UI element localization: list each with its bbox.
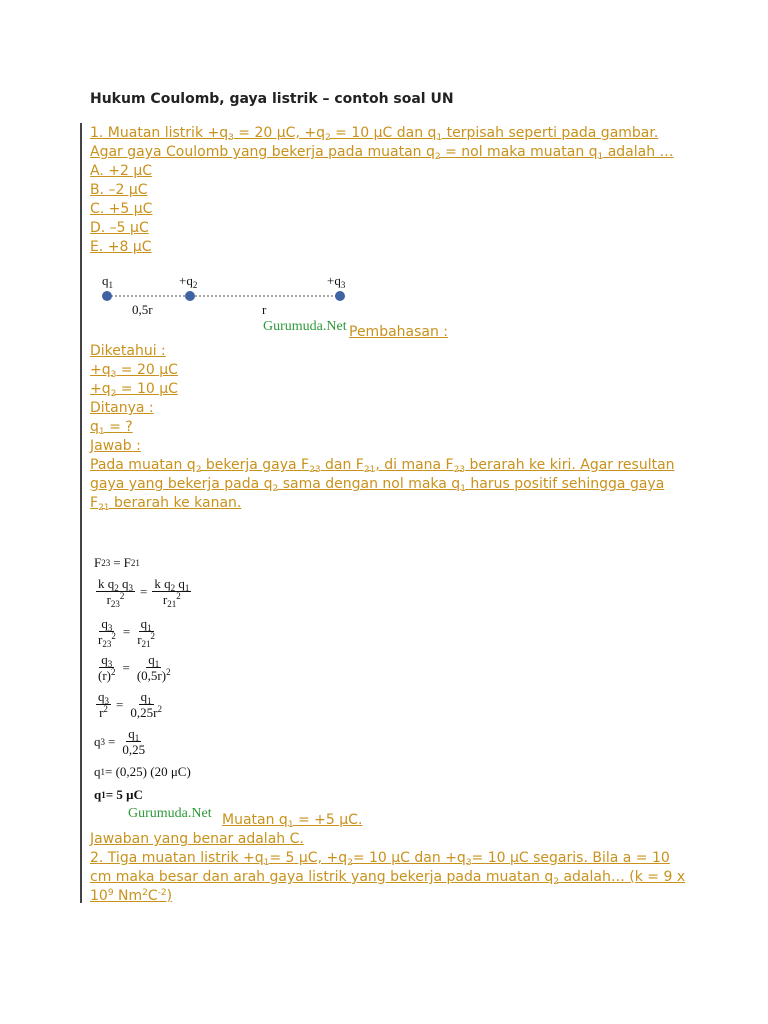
m: q — [94, 787, 102, 802]
label-text: q — [102, 273, 109, 288]
numerator — [96, 576, 135, 592]
m: 2 — [103, 704, 108, 714]
m: 3 — [107, 659, 113, 669]
equals: = — [122, 623, 131, 639]
sub: 1 — [287, 820, 294, 830]
denominator — [97, 705, 110, 720]
m: 2 — [166, 667, 171, 677]
numerator — [99, 616, 114, 632]
charge-diagram — [92, 270, 362, 320]
sub: 1 — [460, 484, 466, 494]
numerator — [146, 652, 161, 668]
text: adalah … — [603, 144, 674, 160]
question1-stem-2[interactable] — [90, 143, 674, 162]
m: 2 — [119, 591, 125, 601]
m: r — [99, 705, 104, 720]
sub: 1 — [597, 152, 604, 162]
jawab[interactable]: Jawab : — [90, 438, 141, 454]
diketahui[interactable]: Diketahui : — [90, 343, 166, 359]
fraction — [135, 616, 157, 647]
m: 1 — [147, 696, 152, 706]
fraction — [96, 689, 111, 720]
text: berarah ke kiri. Agar resultan — [465, 457, 675, 473]
text: = nol maka muatan q — [440, 144, 598, 160]
m: 2 — [111, 667, 116, 677]
fraction — [96, 652, 118, 683]
sub: 3 — [465, 858, 472, 868]
numerator — [99, 652, 114, 668]
sub: 2 — [195, 465, 202, 475]
m: q — [128, 726, 135, 741]
math-step-8: q 1 = 5 μC — [94, 787, 143, 802]
question2-line-2[interactable] — [90, 868, 685, 887]
denominator — [96, 668, 118, 683]
sub: 1 — [436, 133, 443, 143]
denominator — [128, 705, 164, 720]
fraction — [96, 616, 118, 647]
label-q1 — [102, 273, 113, 290]
label-sub: 1 — [108, 280, 113, 290]
math-step-2 — [94, 576, 193, 607]
sub: 21 — [98, 503, 110, 513]
label-q3 — [327, 273, 346, 290]
denominator — [105, 592, 127, 607]
m: 2 — [114, 583, 119, 593]
given-q3[interactable] — [90, 361, 178, 380]
m: r — [98, 632, 103, 647]
ditanya[interactable]: Ditanya : — [90, 400, 154, 416]
m: 23 — [102, 639, 112, 649]
m: 3 — [107, 623, 113, 633]
label-text: +q — [327, 273, 341, 288]
result-line[interactable] — [222, 811, 362, 830]
m: 1 — [147, 623, 152, 633]
answer-line[interactable]: Jawaban yang benar adalah C. — [90, 831, 304, 847]
text: C — [147, 888, 158, 904]
sub: 2 — [434, 152, 441, 162]
text: 2. Tiga muatan listrik +q — [90, 850, 264, 866]
text: Nm — [113, 888, 143, 904]
option-c[interactable]: C. +5 μC — [90, 201, 153, 217]
label-q2 — [179, 273, 197, 290]
fraction — [135, 652, 173, 683]
sub: 2 — [110, 389, 117, 399]
numerator — [139, 616, 154, 632]
m: 3 — [128, 583, 133, 593]
charge-q2-dot — [185, 291, 195, 301]
m: q — [118, 576, 129, 591]
m: 21 — [141, 639, 151, 649]
text: ) — [166, 888, 173, 904]
numerator — [139, 689, 154, 705]
distance-0-5r: 0,5r — [132, 302, 153, 317]
m: r — [162, 592, 168, 607]
text: harus positif sehingga gaya — [465, 476, 665, 492]
math-step-1: F 23 = F 21 — [94, 555, 140, 570]
text: cm maka besar dan arah gaya listrik yang bekerja pada muatan q — [90, 869, 554, 885]
math-step-5 — [94, 689, 166, 720]
text: terpisah seperti pada gambar. — [442, 125, 659, 141]
watermark-2: Gurumuda.Net — [128, 806, 212, 821]
sub: 3 — [110, 370, 117, 380]
sup: -2 — [157, 888, 167, 898]
denominator — [96, 632, 118, 647]
charge-q1-dot — [102, 291, 112, 301]
text: bekerja gaya F — [201, 457, 310, 473]
fraction — [152, 576, 191, 607]
m: k q — [98, 576, 115, 591]
given-q2[interactable] — [90, 380, 178, 399]
equals: = — [140, 583, 148, 599]
text: berarah ke kanan. — [109, 495, 242, 511]
fraction — [128, 689, 164, 720]
text: 1. Muatan listrik +q — [90, 125, 229, 141]
m: 2 — [150, 631, 156, 641]
question1-stem[interactable] — [90, 124, 658, 143]
sub: 1 — [98, 427, 105, 437]
text: = 10 μC segaris. Bila a = 10 — [471, 850, 670, 866]
text: = 10 μC dan q — [330, 125, 437, 141]
distance-r: r — [262, 302, 267, 317]
m: 3 — [104, 696, 109, 706]
m: r — [106, 592, 111, 607]
m: 1 — [134, 733, 140, 743]
sup: 9 — [107, 888, 114, 898]
option-b[interactable]: B. –2 μC — [90, 182, 148, 198]
text: adalah… (k = 9 x — [559, 869, 686, 885]
sub: 3 — [228, 133, 234, 143]
text: sama dengan nol maka q — [278, 476, 461, 492]
m: F — [94, 555, 102, 570]
m: q — [101, 652, 108, 667]
sub: 2 — [553, 877, 559, 887]
text: Muatan q — [222, 812, 288, 828]
m: q — [140, 689, 148, 704]
numerator — [152, 576, 191, 592]
equals: = — [116, 696, 124, 712]
m: 0,25r — [130, 705, 158, 720]
m: 2 — [157, 704, 162, 714]
watermark-1: Gurumuda.Net — [263, 319, 347, 334]
left-border — [80, 123, 82, 903]
m: q — [94, 764, 101, 779]
explanation-1[interactable] — [90, 456, 675, 475]
equals: = — [108, 733, 116, 749]
denominator — [135, 668, 173, 683]
m: = 5 μC — [105, 787, 143, 802]
math-step-4 — [94, 652, 175, 683]
m: F — [123, 555, 131, 570]
m: q — [98, 689, 105, 704]
m: 2 — [111, 631, 116, 641]
m: 23 — [110, 599, 120, 609]
m: (r) — [98, 668, 111, 683]
sup: 2 — [142, 888, 148, 898]
text: dan F — [320, 457, 364, 473]
m: k q — [154, 576, 171, 591]
sub: 23 — [309, 465, 321, 475]
text: = ? — [104, 419, 133, 435]
m: 1 — [154, 659, 160, 669]
text: F — [90, 495, 99, 511]
m: 1 — [184, 583, 190, 593]
numerator — [96, 689, 111, 705]
m: (0,5r) — [136, 668, 167, 683]
m: q — [94, 733, 101, 749]
sub: 23 — [453, 465, 466, 475]
m: 2 — [170, 583, 176, 593]
fraction — [120, 726, 147, 757]
asked-q1[interactable] — [90, 418, 133, 437]
m: r — [137, 632, 142, 647]
sub: 1 — [263, 858, 270, 868]
m: q — [140, 616, 148, 631]
m: q — [175, 576, 185, 591]
math-step-6: q 3 = $\frac{q_1}{0,25}$ — [94, 726, 146, 757]
equals: = — [122, 659, 130, 675]
fraction — [96, 576, 135, 607]
m: q — [101, 616, 108, 631]
question2-line-1[interactable] — [90, 849, 670, 868]
text: q — [90, 419, 99, 435]
math-step-7: q 1 = (0,25) (20 μC) — [94, 764, 191, 779]
option-e[interactable]: E. +8 μC — [90, 239, 152, 255]
option-a[interactable]: A. +2 μC — [90, 163, 153, 179]
sub: 2 — [347, 858, 353, 868]
page-title: Hukum Coulomb, gaya listrik – contoh soal UN — [90, 91, 454, 107]
text: Agar gaya Coulomb yang bekerja pada muatan q — [90, 144, 435, 160]
text: , di mana F — [375, 457, 454, 473]
text: Pada muatan q — [90, 457, 196, 473]
m: 2 — [176, 591, 181, 601]
explanation-2[interactable] — [90, 475, 664, 494]
label-sub: 3 — [340, 280, 346, 290]
m: = — [113, 555, 121, 570]
denominator — [135, 632, 157, 647]
text: 10 — [90, 888, 108, 904]
numerator — [126, 726, 141, 742]
pembahasan-link[interactable]: Pembahasan : — [349, 324, 449, 340]
label-sub: 2 — [192, 280, 198, 290]
m: = (0,25) (20 μC) — [105, 764, 191, 779]
denominator — [161, 592, 183, 607]
question2-line-3[interactable] — [90, 887, 172, 906]
text: = 10 μC dan +q — [352, 850, 466, 866]
explanation-3[interactable] — [90, 494, 241, 513]
text: gaya yang bekerja pada q — [90, 476, 273, 492]
text: = 5 μC, +q — [269, 850, 348, 866]
charge-q3-dot — [335, 291, 345, 301]
label-text: +q — [179, 273, 193, 288]
text: = 20 μC — [116, 362, 178, 378]
text: = 10 μC — [116, 381, 178, 397]
text: = +5 μC. — [293, 812, 363, 828]
sub: 2 — [324, 133, 331, 143]
text: = 20 μC, +q — [233, 125, 325, 141]
denominator: 0,25 — [122, 742, 146, 757]
option-d[interactable]: D. –5 μC — [90, 220, 149, 236]
text: +q — [90, 381, 111, 397]
text: +q — [90, 362, 111, 378]
m: 21 — [167, 599, 177, 609]
sub: 21 — [363, 465, 376, 475]
m: q — [148, 652, 155, 667]
math-step-3 — [94, 616, 159, 647]
sub: 2 — [272, 484, 279, 494]
